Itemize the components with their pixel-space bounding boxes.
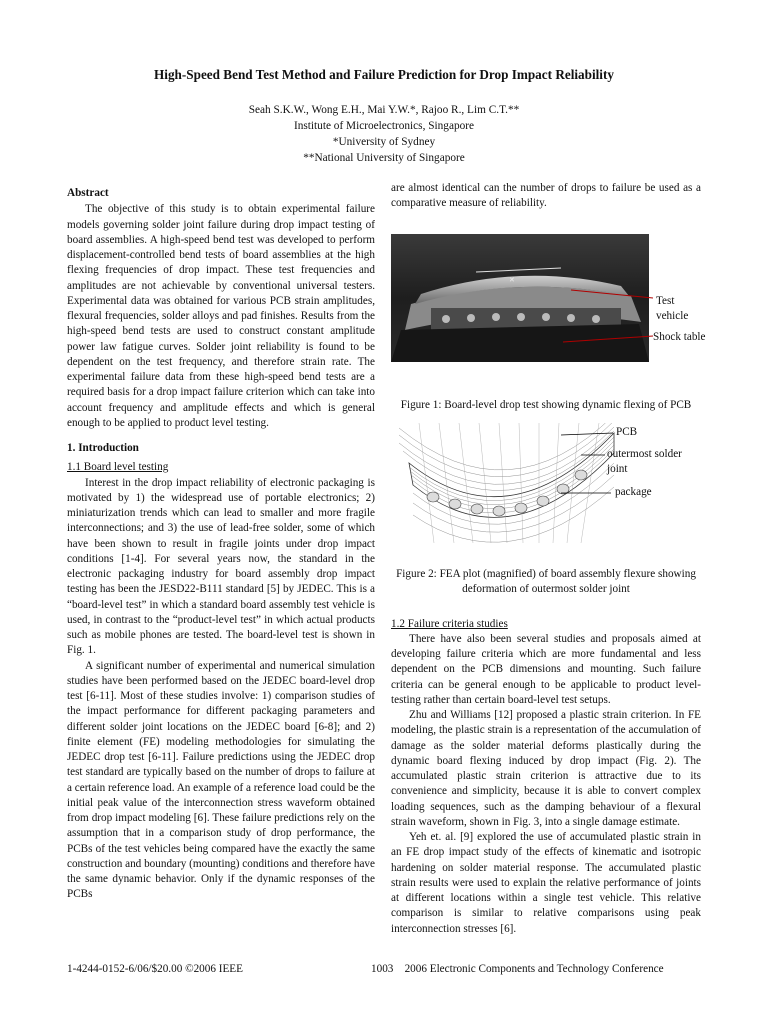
label-test-vehicle: Test vehicle (656, 294, 689, 322)
affiliation-2: *University of Sydney (332, 136, 436, 148)
criteria-paragraph-3: Yeh et. al. [9] explored the use of accumulated plastic strain in an FE drop impact study of the effects of kinematic and isotropic hardening on solder material response. The accumulated plastic strain results were used to explain the relative performance of joints at different locations within a single test vehicle. This relative comparison is similar to relative comparisons using peak interconnection stresses [6]. (391, 831, 701, 935)
right-column (391, 181, 706, 937)
continued-text: are almost identical can the number of drops to failure be used as a comparative measure of reliability. (391, 182, 701, 210)
footer-copyright: 1-4244-0152-6/06/$20.00 ©2006 IEEE (67, 963, 243, 975)
figure-1 (391, 218, 706, 360)
affiliation-1: Institute of Microelectronics, Singapore (293, 120, 475, 132)
introduction-heading: 1. Introduction (67, 442, 139, 454)
label-package: package (615, 485, 652, 498)
footer-conference: 1003 2006 Electronic Components and Technology Conference (371, 963, 664, 975)
label-shock-table: Shock table (653, 330, 706, 343)
svg-text:✕: ✕ (509, 275, 515, 284)
figure-2 (391, 421, 701, 551)
figure-2-leader-lines (391, 421, 701, 551)
criteria-paragraph-1: There have also been several studies and proposals aimed at developing failure criteria which are more fundamental and less dependent on the PCB dimensions and mounting. Such failure criteria can be general enough to be applicable to product level-testing rather than certain board-level test setups. (391, 632, 701, 706)
subsection-1-1-heading: 1.1 Board level testing (67, 461, 169, 474)
authors: Seah S.K.W., Wong E.H., Mai Y.W.*, Rajoo R., Lim C.T.** (248, 104, 520, 116)
label-outermost-solder-joint: outermost solder joint (607, 447, 682, 475)
criteria-paragraph-2: Zhu and Williams [12] proposed a plastic strain criterion. In FE modeling, the plastic strain is a representation of the accumulation of damage as the solder material deforms plastically during the dynamic board flexing induced by drop impact (Fig. 2). The accumulated plastic strain criterion is attractive due to its convenience and simplicity, because it is able to convert complex loading sequences, such as the damping behaviour of a flexural strain waveform, shown in Fig. 3, into a single damage estimate. (391, 709, 701, 828)
intro-paragraph-1: Interest in the drop impact reliability of electronic packaging is motivated by 1) the widespread use of portable electronics; 2) miniaturization trends which can lead to smaller and more fragile interconnections; and 3) the use of lead-free solder, some of which have been shown to result in fragile joints under drop impact conditions [1-4]. For several years now, the standard in the electronic packaging industry for board assembly drop impact testing has been the JESD22-B111 standard [5] by JEDEC. This is a “board-level test” in which a standard board assembly test vehicle is used, in contrast to the “product-level test” in which actual products such as mobile phones are tested. The board-level test is shown in Fig. 1. (67, 476, 375, 657)
author-block (0, 102, 768, 166)
label-pcb: PCB (616, 425, 638, 438)
intro-paragraph-2: A significant number of experimental and numerical simulation studies have been performed based on the JEDEC board-level drop test [6-11]. Most of these studies involve: 1) comparison studies of the impact performance for different packaging parameters and different solder joint locations on the JEDEC board [6-8]; and 2) finite element (FE) modeling methodologies for simulating the JEDEC drop test [6-11]. Failure predictions using the JEDEC drop test standard are typically based on the number of drops to failure at a certain reference load. An example of a reference load could be the initial peak value of the interconnection stress waveform obtained from drop impact modeling [6]. These failure predictions rely on the assumption that in a comparison study of drop performance, the PCBs of the test vehicles being compared have the exactly the same construction and boundary (mounting) conditions and therefore have the same dynamic behavior. Only if the dynamic responses of the PCBs (67, 659, 375, 901)
abstract-text: The objective of this study is to obtain experimental failure models governing solder joint failure during drop impact testing of board assemblies. A high-speed bend test was developed to perform displacement-controlled bend tests of board assemblies at the high flexing frequencies of drop impact. These test frequencies and amplitudes are not achievable by conventional universal testers. Experimental data was obtained for various PCB strain amplitudes, flexural frequencies, solder alloys and pad finishes. Results from the high-speed bend tests are used to construct constant amplitude power law fatigue curves. Solder joint reliability is found to be dependent on the test frequency, and therefore strain rate. The experimental failure data from these high-speed bend tests are a required basis for a drop impact failure criterion which can take into account frequency and amplitude effects and which is general enough to be applied to product level testing. (67, 203, 375, 429)
paper-title: High-Speed Bend Test Method and Failure Prediction for Drop Impact Reliability (154, 67, 614, 82)
affiliation-3: **National University of Singapore (303, 152, 465, 164)
left-column (67, 184, 375, 903)
figure-1-caption: Figure 1: Board-level drop test showing dynamic flexing of PCB (400, 398, 692, 411)
figure-2-caption: Figure 2: FEA plot (magnified) of board assembly flexure showing deformation of outermost solder joint (396, 567, 696, 595)
abstract-heading: Abstract (67, 187, 109, 199)
subsection-1-2-heading: 1.2 Failure criteria studies (391, 617, 508, 630)
